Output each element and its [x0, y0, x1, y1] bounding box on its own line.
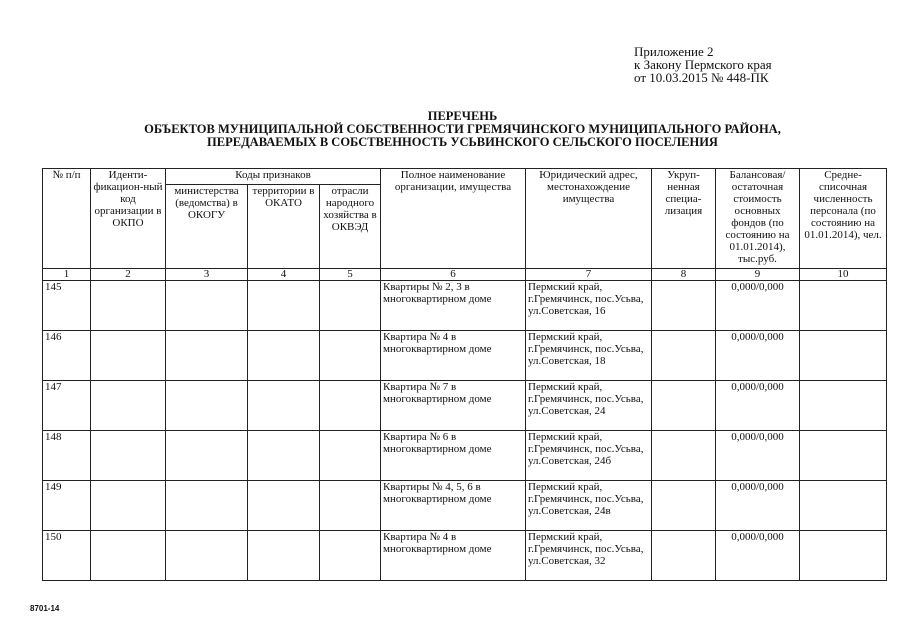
- cell-no: 150: [43, 531, 91, 581]
- header-address: Юридический адрес, местонахождение имущества: [526, 169, 652, 269]
- cell-okogu: [166, 381, 248, 431]
- header-codes: Коды признаков: [166, 169, 381, 185]
- cell-name: Квартира № 4 в многоквартирном доме: [381, 531, 526, 581]
- document-title: [40, 110, 885, 149]
- cell-name: Квартиры № 4, 5, 6 в многоквартирном доме: [381, 481, 526, 531]
- cell-name: Квартира № 6 в многоквартирном доме: [381, 431, 526, 481]
- cell-staff: [800, 281, 887, 331]
- cell-okato: [248, 531, 320, 581]
- title-line-2: ОБЪЕКТОВ МУНИЦИПАЛЬНОЙ СОБСТВЕННОСТИ ГРЕМЯЧИНСКОГО МУНИЦИПАЛЬНОГО РАЙОНА,: [144, 122, 781, 136]
- cell-balance: 0,000/0,000: [716, 331, 800, 381]
- header-okpo: Иденти-фикацион-ный код организации в ОКПО: [91, 169, 166, 269]
- cell-okogu: [166, 431, 248, 481]
- cell-okved: [320, 481, 381, 531]
- column-number: 6: [381, 269, 526, 281]
- cell-okpo: [91, 331, 166, 381]
- cell-no: 145: [43, 281, 91, 331]
- header-okogu: министерства (ведомства) в ОКОГУ: [166, 185, 248, 269]
- title-line-1: ПЕРЕЧЕНЬ: [427, 109, 498, 123]
- title-line-3: ПЕРЕДАВАЕМЫХ В СОБСТВЕННОСТЬ УСЬВИНСКОГО СЕЛЬСКОГО ПОСЕЛЕНИЯ: [207, 135, 718, 149]
- header-name: Полное наименование организации, имущества: [381, 169, 526, 269]
- cell-no: 147: [43, 381, 91, 431]
- table-row: [43, 331, 887, 381]
- cell-no: 148: [43, 431, 91, 481]
- cell-staff: [800, 481, 887, 531]
- cell-staff: [800, 531, 887, 581]
- cell-address: Пермский край, г.Гремячинск, пос.Усьва, ул.Советская, 24б: [526, 431, 652, 481]
- cell-okpo: [91, 481, 166, 531]
- cell-address: Пермский край, г.Гремячинск, пос.Усьва, ул.Советская, 24: [526, 381, 652, 431]
- cell-balance: 0,000/0,000: [716, 281, 800, 331]
- cell-okved: [320, 381, 381, 431]
- cell-okogu: [166, 531, 248, 581]
- cell-okpo: [91, 531, 166, 581]
- table-row: [43, 531, 887, 581]
- cell-okved: [320, 531, 381, 581]
- cell-name: Квартиры № 2, 3 в многоквартирном доме: [381, 281, 526, 331]
- column-number: 3: [166, 269, 248, 281]
- column-number: 8: [652, 269, 716, 281]
- cell-name: Квартира № 7 в многоквартирном доме: [381, 381, 526, 431]
- column-number: 5: [320, 269, 381, 281]
- header-staff: Средне-списочная численность персонала (по состоянию на 01.01.2014), чел.: [800, 169, 887, 269]
- table-row: [43, 281, 887, 331]
- header-okved: отрасли народного хозяйства в ОКВЭД: [320, 185, 381, 269]
- header-specialization: Укруп-ненная специа-лизация: [652, 169, 716, 269]
- header-no: № п/п: [43, 169, 91, 269]
- cell-address: Пермский край, г.Гремячинск, пос.Усьва, ул.Советская, 32: [526, 531, 652, 581]
- cell-name: Квартира № 4 в многоквартирном доме: [381, 331, 526, 381]
- cell-okato: [248, 431, 320, 481]
- footer-code: 8701-14: [30, 604, 60, 613]
- cell-balance: 0,000/0,000: [716, 481, 800, 531]
- column-number: 4: [248, 269, 320, 281]
- header-okato: территории в ОКАТО: [248, 185, 320, 269]
- column-number: 9: [716, 269, 800, 281]
- column-number: 10: [800, 269, 887, 281]
- cell-okato: [248, 281, 320, 331]
- cell-no: 149: [43, 481, 91, 531]
- cell-okogu: [166, 281, 248, 331]
- cell-okved: [320, 281, 381, 331]
- cell-specialization: [652, 381, 716, 431]
- cell-specialization: [652, 431, 716, 481]
- cell-okved: [320, 431, 381, 481]
- cell-okpo: [91, 431, 166, 481]
- cell-address: Пермский край, г.Гремячинск, пос.Усьва, ул.Советская, 16: [526, 281, 652, 331]
- cell-staff: [800, 331, 887, 381]
- cell-address: Пермский край, г.Гремячинск, пос.Усьва, ул.Советская, 18: [526, 331, 652, 381]
- cell-staff: [800, 381, 887, 431]
- header-balance: Балансовая/ остаточная стоимость основных фондов (по состоянию на 01.01.2014), тыс.руб.: [716, 169, 800, 269]
- table-row: [43, 381, 887, 431]
- cell-okpo: [91, 281, 166, 331]
- appendix-note: [634, 45, 772, 84]
- cell-okved: [320, 331, 381, 381]
- cell-okato: [248, 331, 320, 381]
- table-row: [43, 431, 887, 481]
- column-number-row: [43, 269, 887, 281]
- property-table: [42, 168, 887, 581]
- cell-okato: [248, 381, 320, 431]
- table-body: [43, 281, 887, 581]
- cell-okogu: [166, 481, 248, 531]
- table-row: [43, 481, 887, 531]
- cell-staff: [800, 431, 887, 481]
- cell-specialization: [652, 481, 716, 531]
- cell-no: 146: [43, 331, 91, 381]
- appendix-line-3: от 10.03.2015 № 448-ПК: [634, 70, 769, 85]
- cell-okato: [248, 481, 320, 531]
- cell-okogu: [166, 331, 248, 381]
- column-number: 2: [91, 269, 166, 281]
- cell-okpo: [91, 381, 166, 431]
- cell-specialization: [652, 531, 716, 581]
- column-number: 7: [526, 269, 652, 281]
- column-number: 1: [43, 269, 91, 281]
- cell-balance: 0,000/0,000: [716, 531, 800, 581]
- appendix-line-2: к Закону Пермского края: [634, 57, 772, 72]
- cell-balance: 0,000/0,000: [716, 381, 800, 431]
- appendix-line-1: Приложение 2: [634, 44, 714, 59]
- cell-balance: 0,000/0,000: [716, 431, 800, 481]
- cell-specialization: [652, 331, 716, 381]
- cell-address: Пермский край, г.Гремячинск, пос.Усьва, ул.Советская, 24в: [526, 481, 652, 531]
- cell-specialization: [652, 281, 716, 331]
